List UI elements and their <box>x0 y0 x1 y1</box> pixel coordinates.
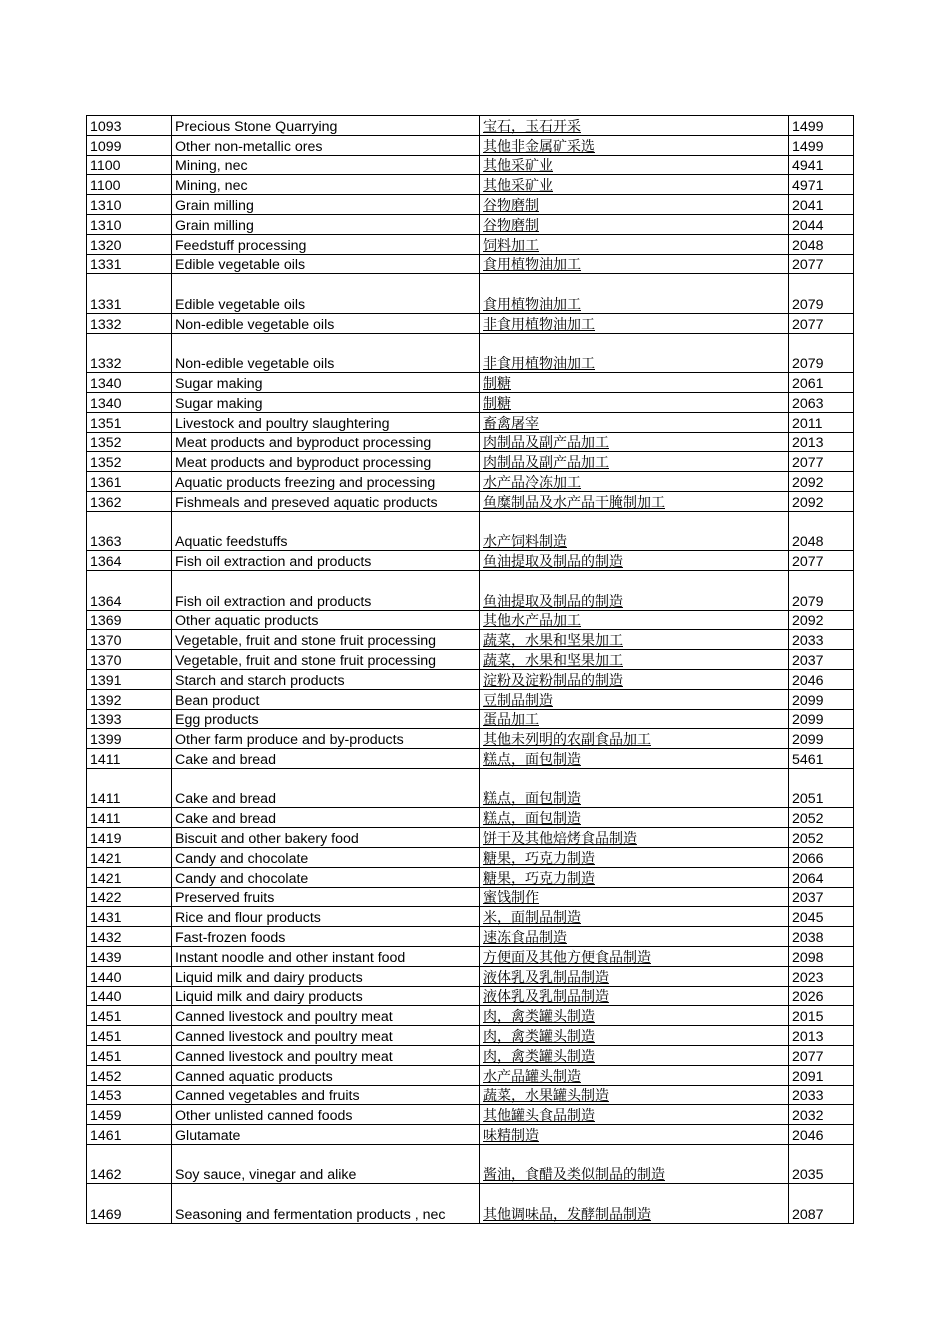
table-row <box>87 669 854 689</box>
row-code-cell: 1370 <box>87 630 172 650</box>
row-english-name-cell: Grain milling <box>172 195 480 215</box>
row-chinese-name-cell: 谷物磨制 <box>480 195 789 215</box>
row-english-name-cell: Edible vegetable oils <box>172 254 480 274</box>
table-row <box>87 729 854 749</box>
table-row <box>87 254 854 274</box>
row-english-name-cell: Meat products and byproduct processing <box>172 452 480 472</box>
row-chinese-name-cell: 畜禽屠宰 <box>480 412 789 432</box>
row-chinese-name-cell: 蔬菜，水果罐头制造 <box>480 1085 789 1105</box>
row-sic-code-cell: 2092 <box>789 472 854 492</box>
row-sic-code-cell: 2037 <box>789 887 854 907</box>
table-row <box>87 412 854 432</box>
table-row <box>87 511 854 551</box>
table-row <box>87 927 854 947</box>
row-sic-code-cell: 1499 <box>789 135 854 155</box>
row-sic-code-cell: 2046 <box>789 669 854 689</box>
row-code-cell: 1419 <box>87 828 172 848</box>
row-chinese-name-cell: 糕点，面包制造 <box>480 768 789 808</box>
row-sic-code-cell: 2035 <box>789 1144 854 1184</box>
row-code-cell: 1320 <box>87 234 172 254</box>
row-sic-code-cell: 2099 <box>789 729 854 749</box>
row-english-name-cell: Other aquatic products <box>172 610 480 630</box>
row-chinese-name-cell: 其他罐头食品制造 <box>480 1105 789 1125</box>
row-chinese-name-cell: 其他非金属矿采选 <box>480 135 789 155</box>
table-row <box>87 373 854 393</box>
row-sic-code-cell: 2087 <box>789 1184 854 1224</box>
row-english-name-cell: Canned aquatic products <box>172 1065 480 1085</box>
row-code-cell: 1393 <box>87 709 172 729</box>
row-chinese-name-cell: 肉，禽类罐头制造 <box>480 1045 789 1065</box>
row-chinese-name-cell: 肉，禽类罐头制造 <box>480 1026 789 1046</box>
row-chinese-name-cell: 液体乳及乳制品制造 <box>480 966 789 986</box>
row-english-name-cell: Livestock and poultry slaughtering <box>172 412 480 432</box>
row-code-cell: 1361 <box>87 472 172 492</box>
row-english-name-cell: Liquid milk and dairy products <box>172 966 480 986</box>
table-row <box>87 630 854 650</box>
row-sic-code-cell: 2077 <box>789 254 854 274</box>
row-code-cell: 1351 <box>87 412 172 432</box>
row-code-cell: 1310 <box>87 195 172 215</box>
row-code-cell: 1099 <box>87 135 172 155</box>
row-english-name-cell: Candy and chocolate <box>172 867 480 887</box>
row-code-cell: 1451 <box>87 1045 172 1065</box>
row-code-cell: 1451 <box>87 1026 172 1046</box>
row-chinese-name-cell: 制糖 <box>480 392 789 412</box>
table-row <box>87 432 854 452</box>
row-code-cell: 1453 <box>87 1085 172 1105</box>
row-chinese-name-cell: 蔬菜，水果和坚果加工 <box>480 650 789 670</box>
row-chinese-name-cell: 方便面及其他方便食品制造 <box>480 947 789 967</box>
row-code-cell: 1462 <box>87 1144 172 1184</box>
table-row <box>87 116 854 136</box>
row-chinese-name-cell: 肉制品及副产品加工 <box>480 432 789 452</box>
row-english-name-cell: Cake and bread <box>172 808 480 828</box>
row-english-name-cell: Vegetable, fruit and stone fruit processing <box>172 650 480 670</box>
row-english-name-cell: Grain milling <box>172 214 480 234</box>
row-english-name-cell: Fast-frozen foods <box>172 927 480 947</box>
row-sic-code-cell: 2077 <box>789 313 854 333</box>
row-english-name-cell: Rice and flour products <box>172 907 480 927</box>
row-sic-code-cell: 2061 <box>789 373 854 393</box>
table-row <box>87 610 854 630</box>
row-code-cell: 1440 <box>87 966 172 986</box>
table-row <box>87 867 854 887</box>
table-row <box>87 274 854 314</box>
row-english-name-cell: Canned livestock and poultry meat <box>172 1026 480 1046</box>
table-row <box>87 947 854 967</box>
row-sic-code-cell: 2063 <box>789 392 854 412</box>
row-code-cell: 1340 <box>87 392 172 412</box>
table-row <box>87 1045 854 1065</box>
row-code-cell: 1352 <box>87 452 172 472</box>
row-sic-code-cell: 2077 <box>789 452 854 472</box>
row-sic-code-cell: 2026 <box>789 986 854 1006</box>
row-code-cell: 1421 <box>87 867 172 887</box>
table-row <box>87 848 854 868</box>
table-row <box>87 709 854 729</box>
row-sic-code-cell: 2066 <box>789 848 854 868</box>
row-english-name-cell: Egg products <box>172 709 480 729</box>
row-code-cell: 1332 <box>87 333 172 373</box>
row-code-cell: 1422 <box>87 887 172 907</box>
table-row <box>87 491 854 511</box>
row-chinese-name-cell: 非食用植物油加工 <box>480 313 789 333</box>
row-chinese-name-cell: 其他采矿业 <box>480 155 789 175</box>
row-sic-code-cell: 4941 <box>789 155 854 175</box>
row-english-name-cell: Non-edible vegetable oils <box>172 313 480 333</box>
table-body <box>87 116 854 1224</box>
table-row <box>87 749 854 769</box>
row-code-cell: 1461 <box>87 1125 172 1145</box>
row-chinese-name-cell: 酱油，食醋及类似制品的制造 <box>480 1144 789 1184</box>
row-chinese-name-cell: 肉，禽类罐头制造 <box>480 1006 789 1026</box>
row-sic-code-cell: 2048 <box>789 511 854 551</box>
row-english-name-cell: Other non-metallic ores <box>172 135 480 155</box>
row-english-name-cell: Sugar making <box>172 392 480 412</box>
row-english-name-cell: Glutamate <box>172 1125 480 1145</box>
row-chinese-name-cell: 食用植物油加工 <box>480 274 789 314</box>
row-english-name-cell: Canned vegetables and fruits <box>172 1085 480 1105</box>
row-sic-code-cell: 2079 <box>789 333 854 373</box>
table-row <box>87 1105 854 1125</box>
row-code-cell: 1370 <box>87 650 172 670</box>
row-code-cell: 1411 <box>87 768 172 808</box>
row-english-name-cell: Aquatic products freezing and processing <box>172 472 480 492</box>
row-chinese-name-cell: 其他未列明的农副食品加工 <box>480 729 789 749</box>
row-code-cell: 1452 <box>87 1065 172 1085</box>
table-row <box>87 1184 854 1224</box>
row-english-name-cell: Candy and chocolate <box>172 848 480 868</box>
row-sic-code-cell: 2092 <box>789 491 854 511</box>
row-chinese-name-cell: 食用植物油加工 <box>480 254 789 274</box>
row-chinese-name-cell: 非食用植物油加工 <box>480 333 789 373</box>
row-english-name-cell: Mining, nec <box>172 155 480 175</box>
row-english-name-cell: Feedstuff processing <box>172 234 480 254</box>
row-english-name-cell: Liquid milk and dairy products <box>172 986 480 1006</box>
row-english-name-cell: Other farm produce and by-products <box>172 729 480 749</box>
table-row <box>87 689 854 709</box>
row-sic-code-cell: 2077 <box>789 551 854 571</box>
table-row <box>87 175 854 195</box>
row-sic-code-cell: 2052 <box>789 828 854 848</box>
row-code-cell: 1392 <box>87 689 172 709</box>
row-sic-code-cell: 2041 <box>789 195 854 215</box>
row-english-name-cell: Instant noodle and other instant food <box>172 947 480 967</box>
row-english-name-cell: Sugar making <box>172 373 480 393</box>
row-code-cell: 1331 <box>87 274 172 314</box>
row-english-name-cell: Edible vegetable oils <box>172 274 480 314</box>
row-chinese-name-cell: 蔬菜，水果和坚果加工 <box>480 630 789 650</box>
row-chinese-name-cell: 水产饲料制造 <box>480 511 789 551</box>
row-sic-code-cell: 2013 <box>789 432 854 452</box>
row-sic-code-cell: 2099 <box>789 709 854 729</box>
row-english-name-cell: Fish oil extraction and products <box>172 571 480 611</box>
row-sic-code-cell: 2099 <box>789 689 854 709</box>
table-row <box>87 155 854 175</box>
row-chinese-name-cell: 饲料加工 <box>480 234 789 254</box>
table-row <box>87 551 854 571</box>
row-sic-code-cell: 2023 <box>789 966 854 986</box>
table-row <box>87 1144 854 1184</box>
row-english-name-cell: Preserved fruits <box>172 887 480 907</box>
row-sic-code-cell: 2044 <box>789 214 854 234</box>
row-chinese-name-cell: 米，面制品制造 <box>480 907 789 927</box>
row-code-cell: 1399 <box>87 729 172 749</box>
row-english-name-cell: Canned livestock and poultry meat <box>172 1045 480 1065</box>
row-sic-code-cell: 2015 <box>789 1006 854 1026</box>
row-chinese-name-cell: 其他水产品加工 <box>480 610 789 630</box>
row-sic-code-cell: 4971 <box>789 175 854 195</box>
table-row <box>87 234 854 254</box>
row-english-name-cell: Mining, nec <box>172 175 480 195</box>
row-chinese-name-cell: 水产品冷冻加工 <box>480 472 789 492</box>
row-chinese-name-cell: 谷物磨制 <box>480 214 789 234</box>
row-english-name-cell: Cake and bread <box>172 768 480 808</box>
row-chinese-name-cell: 其他采矿业 <box>480 175 789 195</box>
table-row <box>87 452 854 472</box>
row-chinese-name-cell: 液体乳及乳制品制造 <box>480 986 789 1006</box>
table-row <box>87 1085 854 1105</box>
row-sic-code-cell: 2033 <box>789 1085 854 1105</box>
row-code-cell: 1391 <box>87 669 172 689</box>
row-english-name-cell: Non-edible vegetable oils <box>172 333 480 373</box>
row-chinese-name-cell: 淀粉及淀粉制品的制造 <box>480 669 789 689</box>
row-code-cell: 1439 <box>87 947 172 967</box>
row-code-cell: 1310 <box>87 214 172 234</box>
row-chinese-name-cell: 糕点，面包制造 <box>480 808 789 828</box>
row-code-cell: 1440 <box>87 986 172 1006</box>
row-code-cell: 1364 <box>87 551 172 571</box>
row-chinese-name-cell: 蜜饯制作 <box>480 887 789 907</box>
row-sic-code-cell: 2011 <box>789 412 854 432</box>
table-row <box>87 214 854 234</box>
row-code-cell: 1362 <box>87 491 172 511</box>
row-chinese-name-cell: 豆制品制造 <box>480 689 789 709</box>
row-english-name-cell: Fish oil extraction and products <box>172 551 480 571</box>
row-chinese-name-cell: 饼干及其他焙烤食品制造 <box>480 828 789 848</box>
row-english-name-cell: Soy sauce, vinegar and alike <box>172 1144 480 1184</box>
table-row <box>87 195 854 215</box>
table-row <box>87 808 854 828</box>
row-code-cell: 1459 <box>87 1105 172 1125</box>
row-chinese-name-cell: 糕点，面包制造 <box>480 749 789 769</box>
row-code-cell: 1469 <box>87 1184 172 1224</box>
row-chinese-name-cell: 鱼油提取及制品的制造 <box>480 571 789 611</box>
row-sic-code-cell: 1499 <box>789 116 854 136</box>
row-sic-code-cell: 2046 <box>789 1125 854 1145</box>
table-row <box>87 313 854 333</box>
row-sic-code-cell: 2052 <box>789 808 854 828</box>
table-row <box>87 887 854 907</box>
row-sic-code-cell: 2032 <box>789 1105 854 1125</box>
row-sic-code-cell: 2037 <box>789 650 854 670</box>
row-english-name-cell: Biscuit and other bakery food <box>172 828 480 848</box>
row-code-cell: 1331 <box>87 254 172 274</box>
table-row <box>87 472 854 492</box>
row-code-cell: 1352 <box>87 432 172 452</box>
row-sic-code-cell: 2098 <box>789 947 854 967</box>
row-chinese-name-cell: 肉制品及副产品加工 <box>480 452 789 472</box>
row-sic-code-cell: 2091 <box>789 1065 854 1085</box>
industry-code-table <box>86 115 854 1224</box>
table-row <box>87 768 854 808</box>
row-code-cell: 1332 <box>87 313 172 333</box>
row-code-cell: 1093 <box>87 116 172 136</box>
row-chinese-name-cell: 其他调味品，发酵制品制造 <box>480 1184 789 1224</box>
table-row <box>87 1125 854 1145</box>
table-row <box>87 392 854 412</box>
row-chinese-name-cell: 宝石，玉石开采 <box>480 116 789 136</box>
row-code-cell: 1363 <box>87 511 172 551</box>
row-code-cell: 1421 <box>87 848 172 868</box>
table-row <box>87 986 854 1006</box>
row-code-cell: 1432 <box>87 927 172 947</box>
row-chinese-name-cell: 糖果，巧克力制造 <box>480 867 789 887</box>
table-row <box>87 571 854 611</box>
row-code-cell: 1369 <box>87 610 172 630</box>
row-code-cell: 1100 <box>87 155 172 175</box>
row-chinese-name-cell: 水产品罐头制造 <box>480 1065 789 1085</box>
row-code-cell: 1340 <box>87 373 172 393</box>
row-chinese-name-cell: 制糖 <box>480 373 789 393</box>
row-english-name-cell: Precious Stone Quarrying <box>172 116 480 136</box>
row-sic-code-cell: 2064 <box>789 867 854 887</box>
table-row <box>87 135 854 155</box>
row-code-cell: 1411 <box>87 749 172 769</box>
row-sic-code-cell: 2077 <box>789 1045 854 1065</box>
table-row <box>87 966 854 986</box>
row-english-name-cell: Other unlisted canned foods <box>172 1105 480 1125</box>
table-row <box>87 1026 854 1046</box>
row-english-name-cell: Fishmeals and preseved aquatic products <box>172 491 480 511</box>
table-row <box>87 650 854 670</box>
row-english-name-cell: Canned livestock and poultry meat <box>172 1006 480 1026</box>
row-sic-code-cell: 2048 <box>789 234 854 254</box>
row-code-cell: 1100 <box>87 175 172 195</box>
row-sic-code-cell: 2038 <box>789 927 854 947</box>
row-chinese-name-cell: 速冻食品制造 <box>480 927 789 947</box>
row-english-name-cell: Vegetable, fruit and stone fruit processing <box>172 630 480 650</box>
table-row <box>87 1006 854 1026</box>
row-english-name-cell: Meat products and byproduct processing <box>172 432 480 452</box>
row-sic-code-cell: 2051 <box>789 768 854 808</box>
row-chinese-name-cell: 鱼糜制品及水产品干腌制加工 <box>480 491 789 511</box>
table-row <box>87 1065 854 1085</box>
row-chinese-name-cell: 糖果，巧克力制造 <box>480 848 789 868</box>
row-english-name-cell: Cake and bread <box>172 749 480 769</box>
table-row <box>87 828 854 848</box>
row-sic-code-cell: 2013 <box>789 1026 854 1046</box>
row-english-name-cell: Starch and starch products <box>172 669 480 689</box>
row-sic-code-cell: 5461 <box>789 749 854 769</box>
row-code-cell: 1411 <box>87 808 172 828</box>
row-sic-code-cell: 2079 <box>789 571 854 611</box>
row-sic-code-cell: 2033 <box>789 630 854 650</box>
row-english-name-cell: Aquatic feedstuffs <box>172 511 480 551</box>
row-chinese-name-cell: 味精制造 <box>480 1125 789 1145</box>
row-chinese-name-cell: 鱼油提取及制品的制造 <box>480 551 789 571</box>
row-sic-code-cell: 2092 <box>789 610 854 630</box>
row-english-name-cell: Bean product <box>172 689 480 709</box>
row-code-cell: 1451 <box>87 1006 172 1026</box>
table-row <box>87 907 854 927</box>
row-sic-code-cell: 2045 <box>789 907 854 927</box>
row-sic-code-cell: 2079 <box>789 274 854 314</box>
row-code-cell: 1431 <box>87 907 172 927</box>
row-english-name-cell: Seasoning and fermentation products , nec <box>172 1184 480 1224</box>
row-code-cell: 1364 <box>87 571 172 611</box>
row-chinese-name-cell: 蛋品加工 <box>480 709 789 729</box>
table-row <box>87 333 854 373</box>
